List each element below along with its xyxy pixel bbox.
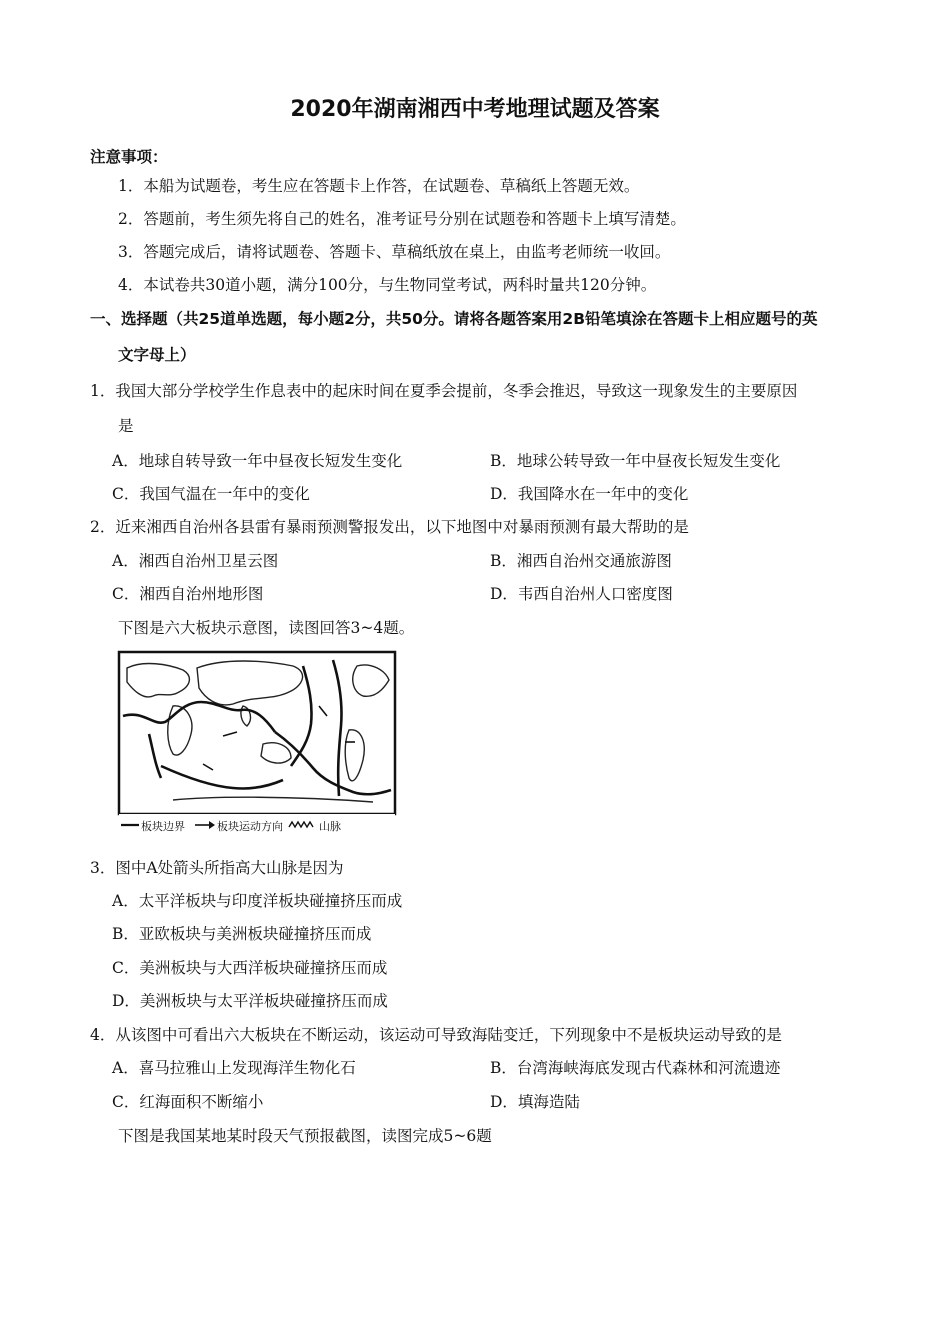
legend-direction-text: 板块运动方向	[217, 820, 283, 833]
q4-option-b: B．台湾海峡海底发现古代森林和河流遗迹	[490, 1059, 781, 1077]
page-title: 2020年湖南湘西中考地理试题及答案	[290, 97, 660, 122]
q2-stem: 2．近来湘西自治州各县雷有暴雨预测警报发出，以下地图中对暴雨预测有最大帮助的是	[90, 518, 689, 536]
q2-option-a: A．湘西自治州卫星云图	[112, 552, 279, 570]
q2-option-b: B．湘西自治州交通旅游图	[490, 552, 672, 570]
q1-stem-cont: 是	[118, 417, 134, 435]
notes-heading: 注意事项：	[90, 148, 168, 166]
note-item-3: 3．答题完成后，请将试题卷、答题卡、草稿纸放在桌上，由监考老师统一收回。	[118, 243, 671, 261]
q3-stem: 3．图中A处箭头所指高大山脉是因为	[90, 859, 344, 877]
legend-mountain-text: 山脉	[319, 820, 341, 833]
q3-option-c: C．美洲板块与大西洋板块碰撞挤压而成	[112, 959, 388, 977]
q3-option-a: A．太平洋板块与印度洋板块碰撞挤压而成	[112, 892, 403, 910]
intro-q3-4: 下图是六大板块示意图，读图回答3~4题。	[118, 619, 415, 637]
q2-option-d: D．韦西自治州人口密度图	[490, 585, 673, 603]
plate-map-svg	[113, 646, 401, 836]
q1-option-b: B．地球公转导致一年中昼夜长短发生变化	[490, 452, 781, 470]
q3-option-d: D．美洲板块与太平洋板块碰撞挤压而成	[112, 992, 388, 1010]
note-item-2: 2．答题前，考生须先将自己的姓名，准考证号分别在试题卷和答题卡上填写清楚。	[118, 210, 686, 228]
q2-option-c: C．湘西自治州地形图	[112, 585, 264, 603]
section1-heading-cont: 文字母上）	[118, 346, 196, 364]
legend-boundary-text: 板块边界	[141, 820, 185, 833]
section1-heading: 一、选择题（共25道单选题，每小题2分，共50分。请将各题答案用2B铅笔填涂在答题卡上相应题号的英	[90, 310, 818, 328]
q1-option-c: C．我国气温在一年中的变化	[112, 485, 310, 503]
q4-option-d: D．填海造陆	[490, 1093, 580, 1111]
intro-q5-6: 下图是我国某地某时段天气预报截图，读图完成5~6题	[118, 1127, 492, 1145]
q3-option-b: B．亚欧板块与美洲板块碰撞挤压而成	[112, 925, 372, 943]
plate-map-figure	[113, 646, 401, 836]
note-item-1: 1．本船为试题卷，考生应在答题卡上作答，在试题卷、草稿纸上答题无效。	[118, 177, 640, 195]
note-item-4: 4．本试卷共30道小题，满分100分，与生物同堂考试，两科时量共120分钟。	[118, 276, 657, 294]
q4-stem: 4．从该图中可看出六大板块在不断运动，该运动可导致海陆变迁，下列现象中不是板块运动导致的是	[90, 1026, 782, 1044]
q1-option-a: A．地球自转导致一年中昼夜长短发生变化	[112, 452, 403, 470]
q1-option-d: D．我国降水在一年中的变化	[490, 485, 689, 503]
q1-stem: 1．我国大部分学校学生作息表中的起床时间在夏季会提前，冬季会推迟，导致这一现象发生的主要原因	[90, 382, 798, 400]
q4-option-c: C．红海面积不断缩小	[112, 1093, 264, 1111]
q4-option-a: A．喜马拉雅山上发现海洋生物化石	[112, 1059, 356, 1077]
